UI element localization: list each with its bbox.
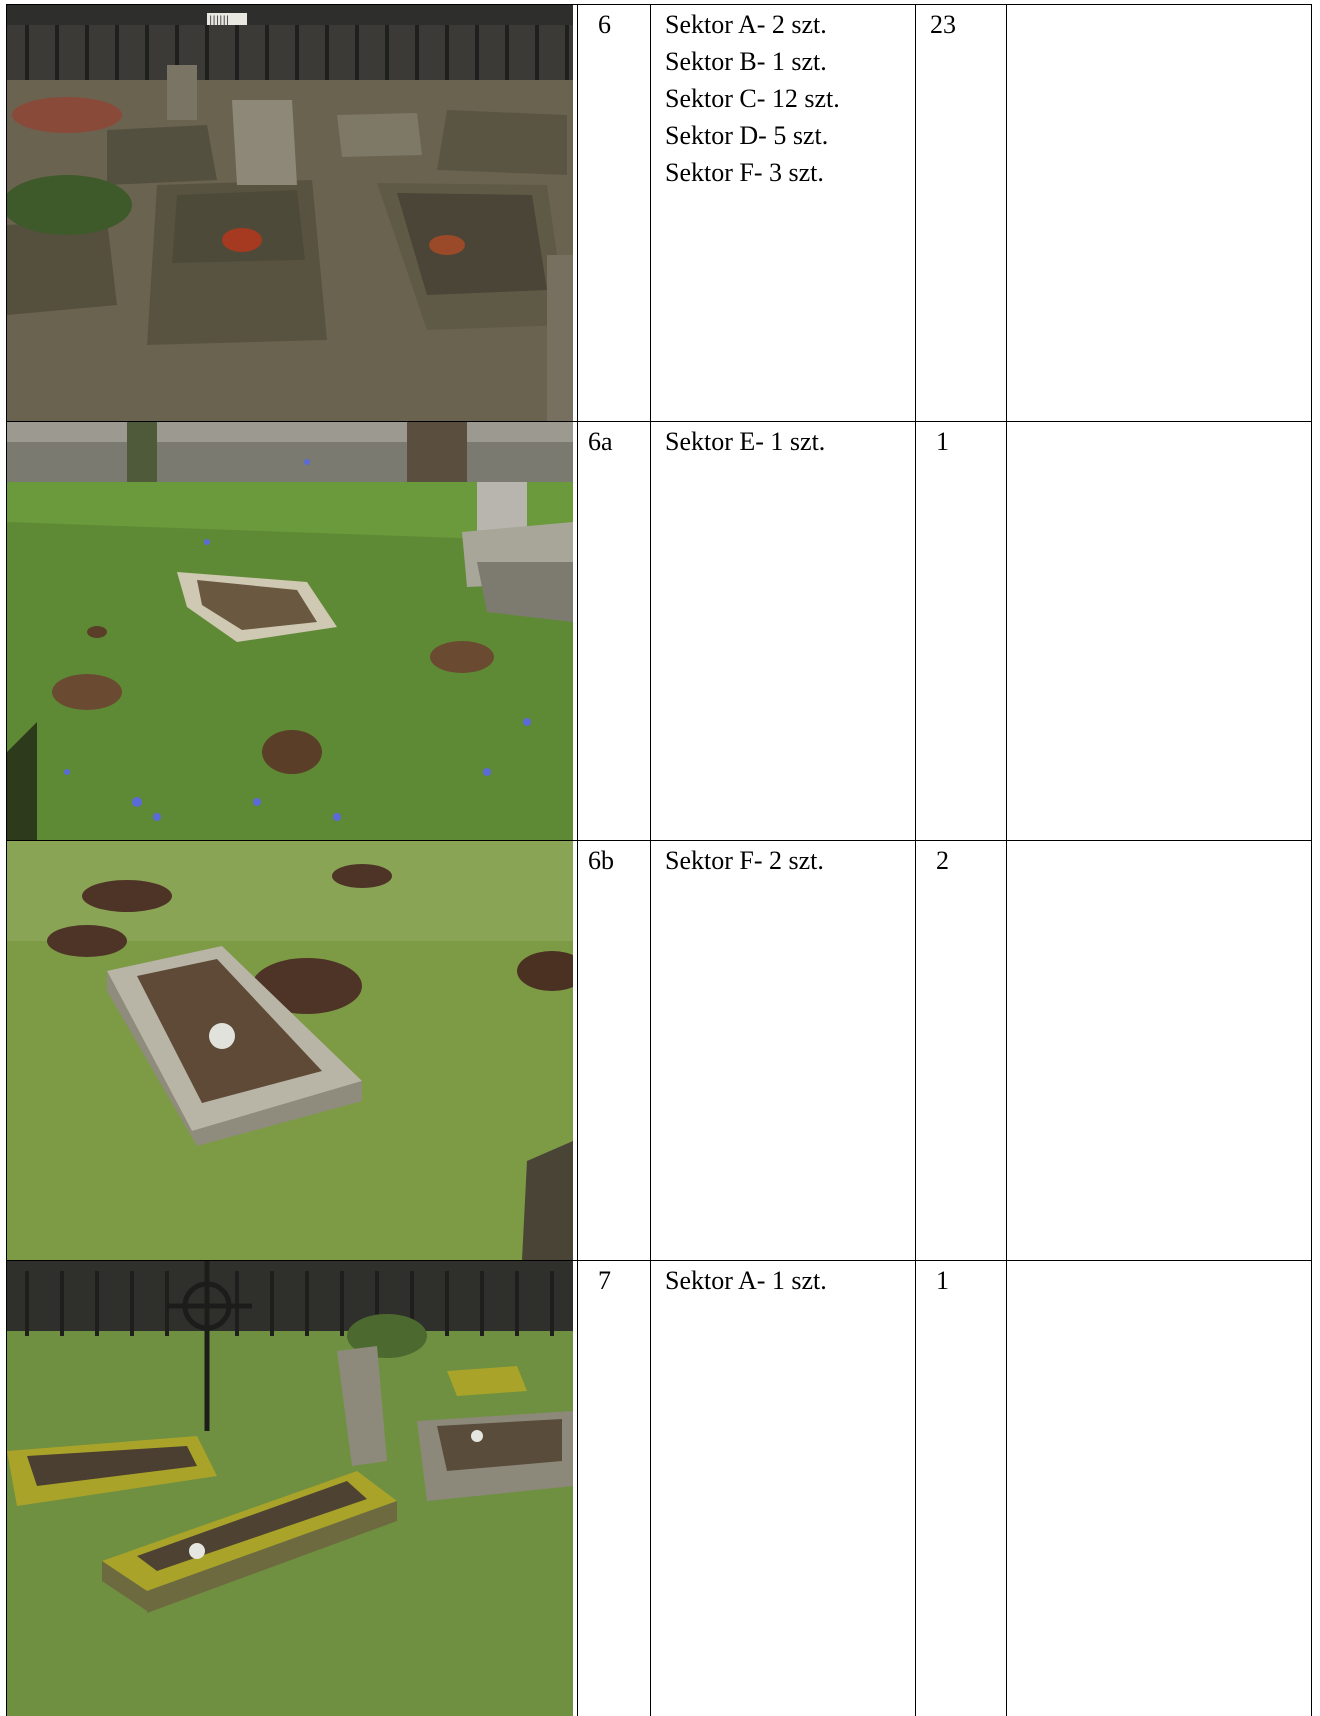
- table-row: [6, 840, 1312, 1260]
- table-border-left: [6, 4, 7, 1716]
- grave-photo: [7, 1261, 573, 1716]
- cemetery-photo-image: [7, 5, 573, 421]
- grave-count: 1: [936, 1266, 949, 1295]
- row-divider: [6, 1260, 1312, 1261]
- table-row: [6, 421, 1312, 840]
- table-border-top: [6, 4, 1312, 5]
- row-number: 6: [598, 10, 611, 39]
- sector-entry: Sektor E- 1 szt.: [665, 427, 826, 456]
- notes-cell: [1007, 4, 1312, 421]
- row-divider: [6, 840, 1312, 841]
- sector-entry: Sektor A- 1 szt.: [665, 1266, 827, 1295]
- concrete-grave-photo-image: [7, 841, 573, 1260]
- sector-entry: Sektor D- 5 szt.: [665, 121, 829, 150]
- grave-count: 1: [936, 427, 949, 456]
- column-divider: [915, 4, 916, 1716]
- notes-cell: [1007, 1260, 1312, 1716]
- sector-list: [651, 840, 915, 1260]
- grave-photo: [7, 5, 573, 421]
- column-divider: [1006, 4, 1007, 1716]
- sector-entry: Sektor B- 1 szt.: [665, 47, 827, 76]
- grass-grave-photo-image: [7, 422, 573, 840]
- notes-cell: [1007, 421, 1312, 840]
- table-border-right: [1311, 4, 1312, 1716]
- sector-entry: Sektor F- 2 szt.: [665, 846, 824, 875]
- inventory-table: [6, 4, 1312, 1716]
- sector-entry: Sektor A- 2 szt.: [665, 10, 827, 39]
- sector-list: [651, 421, 915, 840]
- sector-entry: Sektor F- 3 szt.: [665, 158, 824, 187]
- mossy-graves-photo-image: [7, 1261, 573, 1716]
- sector-entry: Sektor C- 12 szt.: [665, 84, 840, 113]
- row-number: 7: [598, 1266, 611, 1295]
- table-row: [6, 4, 1312, 421]
- row-divider: [6, 421, 1312, 422]
- grave-photo: [7, 422, 573, 840]
- grave-photo: [7, 841, 573, 1260]
- notes-cell: [1007, 840, 1312, 1260]
- grave-count: 23: [930, 10, 956, 39]
- sector-list: [651, 1260, 915, 1716]
- column-divider: [650, 4, 651, 1716]
- grave-count: 2: [936, 846, 949, 875]
- table-row: [6, 1260, 1312, 1716]
- row-number: 6a: [588, 427, 613, 456]
- sign-text: ||||||: [209, 15, 230, 26]
- column-divider: [577, 4, 578, 1716]
- row-number: 6b: [588, 846, 614, 875]
- sector-list: [651, 4, 915, 421]
